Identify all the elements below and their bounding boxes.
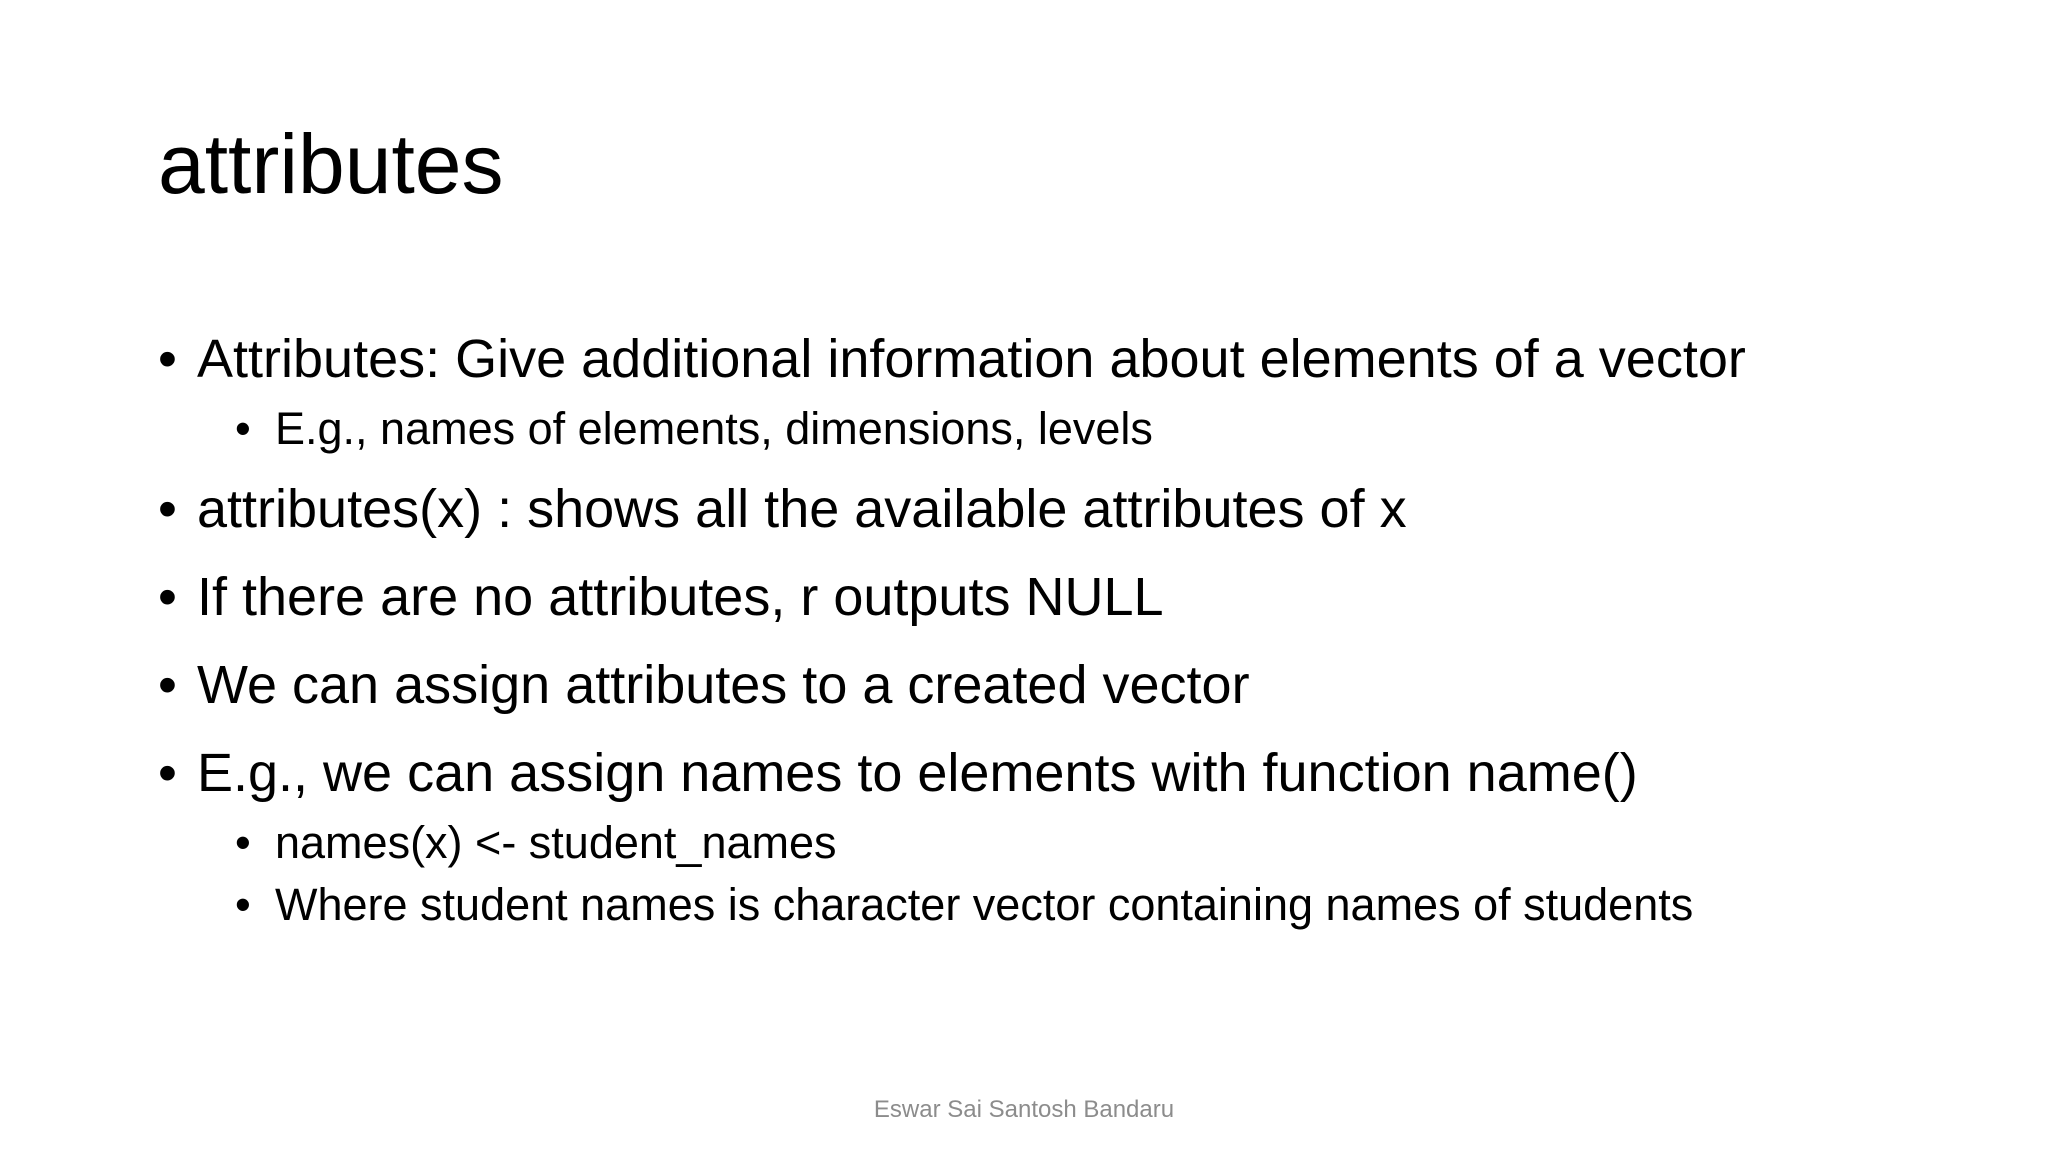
- bullet-item: [158, 646, 1958, 724]
- bullet-text: Where student names is character vector containing names of students: [275, 879, 1694, 930]
- bullet-icon: •: [158, 479, 177, 539]
- bullet-item: [158, 558, 1958, 636]
- bullet-icon: •: [158, 567, 177, 627]
- slide-title: attributes: [158, 117, 504, 211]
- bullet-icon: •: [158, 743, 177, 803]
- footer-author: Eswar Sai Santosh Bandaru: [873, 1096, 1175, 1123]
- sub-bullet-item: [158, 398, 1958, 460]
- bullet-icon: •: [235, 879, 251, 930]
- bullet-icon: •: [158, 655, 177, 715]
- bullet-list: [158, 310, 1958, 936]
- bullet-icon: •: [158, 329, 177, 389]
- sub-bullet-item: [158, 874, 1958, 936]
- bullet-icon: •: [235, 817, 251, 868]
- bullet-item: [158, 470, 1958, 548]
- bullet-icon: •: [235, 403, 251, 454]
- bullet-text: E.g., we can assign names to elements with function name(): [197, 743, 1638, 803]
- sub-bullet-item: [158, 812, 1958, 874]
- bullet-text: attributes(x) : shows all the available attributes of x: [197, 479, 1407, 539]
- bullet-item: [158, 320, 1958, 398]
- bullet-text: If there are no attributes, r outputs NULL: [197, 567, 1164, 627]
- bullet-text: Attributes: Give additional information about elements of a vector: [197, 329, 1746, 389]
- bullet-text: We can assign attributes to a created vector: [197, 655, 1250, 715]
- bullet-text: E.g., names of elements, dimensions, levels: [275, 403, 1153, 454]
- bullet-text: names(x) <- student_names: [275, 817, 837, 868]
- bullet-item: [158, 734, 1958, 812]
